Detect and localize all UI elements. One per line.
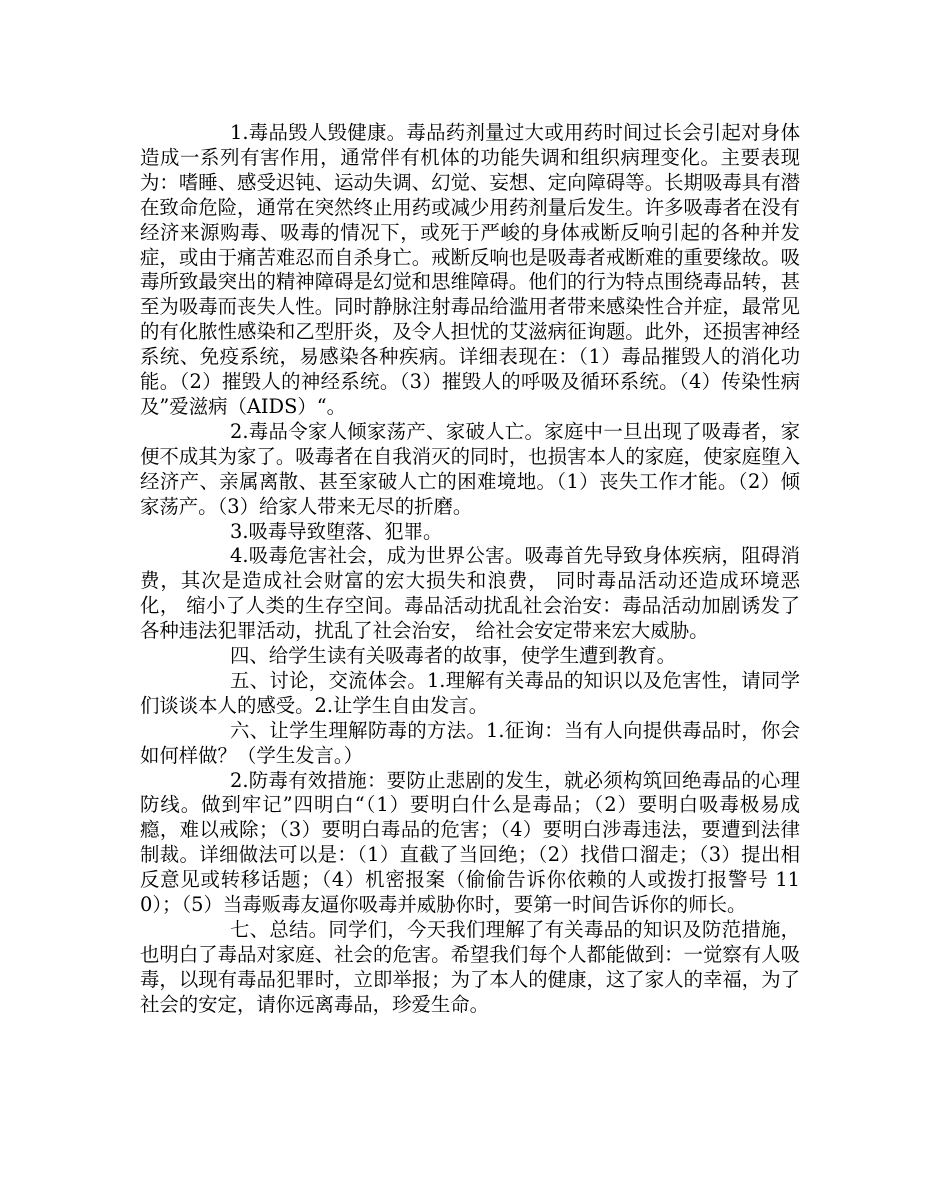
- document-body: [140, 121, 800, 1018]
- paragraph-drug-harm-family: 2.毒品令家人倾家荡产、家破人亡。家庭中一旦出现了吸毒者，家便不成其为家了。吸毒者在自我消灭的同时，也损害本人的家庭，使家庭堕入经济产、亲属离散、甚至家破人亡的困难境地。（1）丧失工作才能。（2）倾家荡产。（3）给家人带来无尽的折磨。: [140, 419, 800, 518]
- paragraph-prevention-measures: 2.防毒有效措施：要防止悲剧的发生，就必须构筑回绝毒品的心理防线。做到牢记”四明白“（1）要明白什么是毒品；（2）要明白吸毒极易成瘾，难以戒除；（3）要明白毒品的危害；（4）要明白涉毒违法，要遭到法律制裁。详细做法可以是：（1）直截了当回绝；（2）找借口溜走；（3）提出相反意见或转移话题；（4）机密报案（偷偷告诉你依赖的人或拨打报警号 110）；（5）当毒贩毒友逼你吸毒并威胁你时，要第一时间告诉你的师长。: [140, 768, 800, 917]
- paragraph-drug-crime: 3.吸毒导致堕落、犯罪。: [230, 519, 443, 543]
- paragraph-drug-harm-society: 4.吸毒危害社会，成为世界公害。吸毒首先导致身体疾病，阻碍消费，其次是造成社会财富的宏大损失和浪费， 同时毒品活动还造成环境恶化， 缩小了人类的生存空间。毒品活动扰乱社会治安：毒品活动加剧诱发了各种违法犯罪活动，扰乱了社会治安， 给社会安定带来宏大威胁。: [140, 544, 800, 643]
- paragraph-section-five: 五、讨论，交流体会。1.理解有关毒品的知识以及危害性，请同学们谈谈本人的感受。2.让学生自由发言。: [140, 668, 800, 717]
- paragraph-section-seven-summary: 七、总结。同学们，今天我们理解了有关毒品的知识及防范措施，也明白了毒品对家庭、社会的危害。希望我们每个人都能做到：一觉察有人吸毒，以现有毒品犯罪时，立即举报；为了本人的健康，这了家人的幸福，为了社会的安定，请你远离毒品，珍爱生命。: [140, 918, 800, 1016]
- paragraph-section-six: 六、让学生理解防毒的方法。1.征询：当有人向提供毒品时，你会如何样做？（学生发言。）: [140, 718, 800, 767]
- paragraph-section-four: 四、给学生读有关吸毒者的故事，使学生遭到教育。: [230, 644, 676, 668]
- paragraph-drug-harm-health: 1.毒品毁人毁健康。毒品药剂量过大或用药时间过长会引起对身体造成一系列有害作用，通常伴有机体的功能失调和组织病理变化。主要表现为：嗜睡、感受迟钝、运动失调、幻觉、妄想、定向障碍等。长期吸毒具有潜在致命危险，通常在突然终止用药或减少用药剂量后发生。许多吸毒者在没有经济来源购毒、吸毒的情况下，或死于严峻的身体戒断反响引起的各种并发症，或由于痛苦难忍而自杀身亡。戒断反响也是吸毒者戒断难的重要缘故。吸毒所致最突出的精神障碍是幻觉和思维障碍。他们的行为特点围绕毒品转，甚至为吸毒而丧失人性。同时静脉注射毒品给滥用者带来感染性合并症，最常见的有化脓性感染和乙型肝炎，及令人担忧的艾滋病征询题。此外，还损害神经系统、免疫系统，易感染各种疾病。详细表现在：（1）毒品摧毁人的消化功能。（2）摧毁人的神经系统。（3）摧毁人的呼吸及循环系统。（4）传染性病及”爱滋病（AIDS）“。: [140, 121, 800, 418]
